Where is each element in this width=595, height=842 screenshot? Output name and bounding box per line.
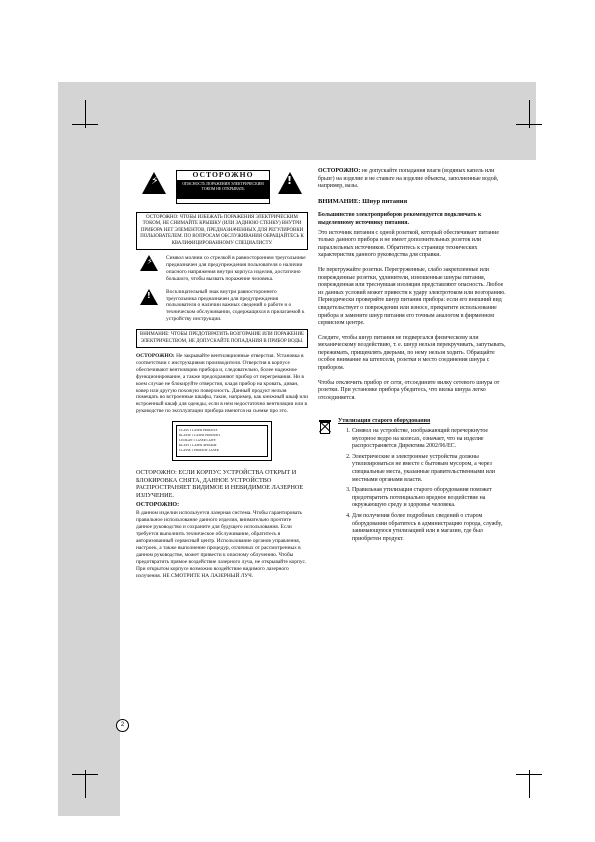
laser-warning: ОСТОРОЖНО: ЕСЛИ КОРПУС УСТРОЙСТВА ОТКРЫТ И БЛОКИРОВКА СНЯТА, ДАННОЕ УСТРОЙСТВО РАСПРОСТРАНЯЕТ ВИДИМОЕ И НЕВИДИМОЕ ЛАЗЕРНОЕ ИЗЛУЧЕНИЕ. [136, 469, 304, 499]
power-cord-paragraph-3: Следите, чтобы шнур питания не подвергался физическому или механическому воздействию, т. е. шнур нельзя перекручивать, запутывать, пережимать, прищемлять дверьми, по нему нельзя ходить. Обращайте особое внимание на штепсели, розетки и место соединения шнура с прибором. [318, 334, 506, 372]
laser-label-line: KLASSE 1 LASER PRODUKT [179, 433, 221, 438]
caution-title: ОСТОРОЖНО [177, 171, 269, 181]
power-cord-paragraph-1: Это источник питания с одной розеткой, который обеспечивает питание только данного прибора и не имеет дополнительных розеток или параллельных источников. Обратитесь к странице технических характеристик данного руководства для справки. [318, 229, 499, 259]
exclamation-symbol-row [136, 289, 308, 324]
weee-heading: Утилизация старого оборудования [338, 418, 431, 425]
caution-box [176, 170, 270, 204]
laser-text: В данном изделии используется лазерная система. Чтобы гарантировать правильное использование данного изделия, внимательно прочтите данное руководство и сохраните для будущего использования. Если требуется выполнить техническое обслуживание, обратитесь в авторизованный сервисный центр. Использование органов управления, настроек, а также выполнение процедур, отличных от рассмотренных в данном руководстве, может привести к опасному облучению. Чтобы предотвратить прямое воздействие лазерного луча, не открывайте корпус. При открытом корпусе возможно воздействие видимого лазерного излучения. НЕ СМОТРИТЕ НА ЛАЗЕРНЫЙ ЛУЧ. [136, 510, 307, 579]
power-cord-bold: Большинство электроприборов рекомендуется подключать к выделенному источнику питания. [318, 212, 482, 226]
lightning-symbol-text: Символ молнии со стрелкой в равностороннем треугольнике предназначен для предупреждения пользователя о наличии опасного напряжения внутри корпуса изделия, достаточно большого, чтобы вызвать поражение человека. [166, 255, 306, 282]
crop-mark [516, 774, 542, 775]
laser-label-line: KLASS 1 LASER APPARAT [179, 443, 217, 448]
moisture-lead: ОСТОРОЖНО: [318, 168, 361, 174]
laser-label-line: CLASS 1 LASER PRODUCT [179, 428, 218, 433]
laser-class-label [172, 421, 272, 461]
list-item: 2. Электрические и электронные устройства должны утилизироваться не вместе с бытовым мусором, а через специальные места, указанные правительственными или местными органами власти. [352, 454, 506, 484]
lightning-warning-icon: ⚡ [142, 172, 166, 194]
right-column [318, 168, 506, 546]
crop-mark [72, 774, 98, 775]
exclamation-warning-icon: ! [278, 172, 302, 194]
exclamation-symbol-icon: ! [136, 289, 160, 311]
fire-warning-box: ВНИМАНИЕ: ЧТОБЫ ПРЕДОТВРАТИТЬ ВОЗГОРАНИЕ ИЛИ ПОРАЖЕНИЕ ЭЛЕКТРИЧЕСТВОМ, НЕ ДОПУСКАЙТЕ ПОПАДАНИЯ В ПРИБОР ВОДЫ. [136, 329, 308, 348]
lightning-symbol-icon: ⚡ [136, 255, 160, 277]
laser-label-line: LUOKAN 1 LASER LAITE [179, 438, 216, 443]
weee-section [318, 418, 506, 546]
caution-header [136, 168, 308, 208]
exclamation-symbol-text: Восклицательный знак внутри равностороннего треугольника предназначен для предупреждения пользователя о наличии важных сведений о работе и о техническом обслуживании, содержащихся в прилагаемой к устройству инструкции. [166, 288, 305, 323]
power-cord-paragraph-4: Чтобы отключить прибор от сети, отсоедините вилку сетевого шнура от розетки. При установке прибора убедитесь, что вилка шнура легко отсоединяется. [318, 379, 500, 401]
crop-mark [72, 124, 98, 125]
lightning-symbol-row [136, 255, 308, 283]
crossed-bin-icon [318, 418, 332, 436]
gray-side-band [58, 82, 120, 816]
moisture-paragraph [318, 168, 506, 191]
laser-lead: ОСТОРОЖНО: [136, 501, 180, 508]
list-item: 3. Правильная утилизация старого оборудования поможет предотвратить потенциально вредное воздействие на окружающую среду и здоровье человека. [352, 487, 506, 510]
list-item: 4. Для получения более подробных сведений о старом оборудовании обратитесь в администрацию города, службу, занимающуюся утилизацией или в магазин, где был приобретен продукт. [352, 513, 506, 543]
power-cord-heading: ВНИМАНИЕ: Шнур питания [318, 197, 408, 205]
left-column [136, 168, 308, 582]
laser-label-line: CLASSE 1 PRODUIT LASER [179, 448, 219, 453]
weee-list [338, 428, 506, 543]
list-item: 1. Символ на устройстве, изображающий перечеркнутое мусорное ведро на колесах, означает, что на изделие распространяется Директива 2002/96/EC. [352, 428, 506, 451]
crop-mark [516, 124, 542, 125]
moisture-text: не допускайте попадания влаги (водяных капель или брызг) на изделие и не ставьте на изделие объекты, заполненные водой, например, вазы. [318, 168, 499, 190]
caution-subtitle: ОПАСНОСТЬ ПОРАЖЕНИЯ ЭЛЕКТРИЧЕСКИМ ТОКОМ НЕ ОТКРЫВАТЬ [177, 181, 269, 199]
ventilation-paragraph [136, 353, 308, 415]
shock-warning-box: ОСТОРОЖНО: ЧТОБЫ ИЗБЕЖАТЬ ПОРАЖЕНИЯ ЭЛЕКТРИЧЕСКИМ ТОКОМ, НЕ СНИМАЙТЕ КРЫШКУ (ИЛИ ЗАДНЮЮ СТЕНКУ) ВНУТРИ ПРИБОРА НЕТ ЭЛЕМЕНТОВ, ПРЕДНАЗНАЧЕННЫХ ДЛЯ РЕГУЛИРОВКИ ПОЛЬЗОВАТЕЛЕМ. ПО ВОПРОСАМ ОБСЛУЖИВАНИЯ ОБРАЩАЙТЕСЬ К КВАЛИФИЦИРОВАННОМУ СПЕЦИАЛИСТУ. [136, 212, 308, 250]
page-number: 2 [116, 719, 129, 732]
ventilation-text: Не закрывайте вентиляционные отверстия. Установка в соответствии с инструкциями производителя. Отверстия в корпусе обеспечивают вентиляцию прибора и, следовательно, более надежное функционирование, а также предохраняют прибор от перегревания. Ни в коем случае не блокируйте отверстия, кладя прибор на кровать, диван, ковер или другую похожую поверхность. Данный продукт нельзя помещать во встроенные шкафы, такие, например, как книжный шкаф или встроенный шкаф для одежды, если в нем недостаточно вентиляции или в руководстве по эксплуатации прибора имеются на сьемке про это. [136, 353, 308, 415]
gray-top-band [58, 82, 536, 160]
ventilation-lead: ОСТОРОЖНО: [136, 353, 175, 359]
power-cord-paragraph-2: Не перегружайте розетки. Перегруженные, слабо закрепленные или поврежденные розетки, удлинители, изношенные шнуры питания, поврежденная или треснувшая изоляция представляют опасность. Любое из данных условий может привести к удару электротоком или возгоранию. Периодически проверяйте шнур питания прибора: если его внешний вид свидетельствует о повреждении или износе, прекратите использование прибора и замените шнур питания его точным аналогом в фирменном сервисном центре. [318, 266, 506, 327]
